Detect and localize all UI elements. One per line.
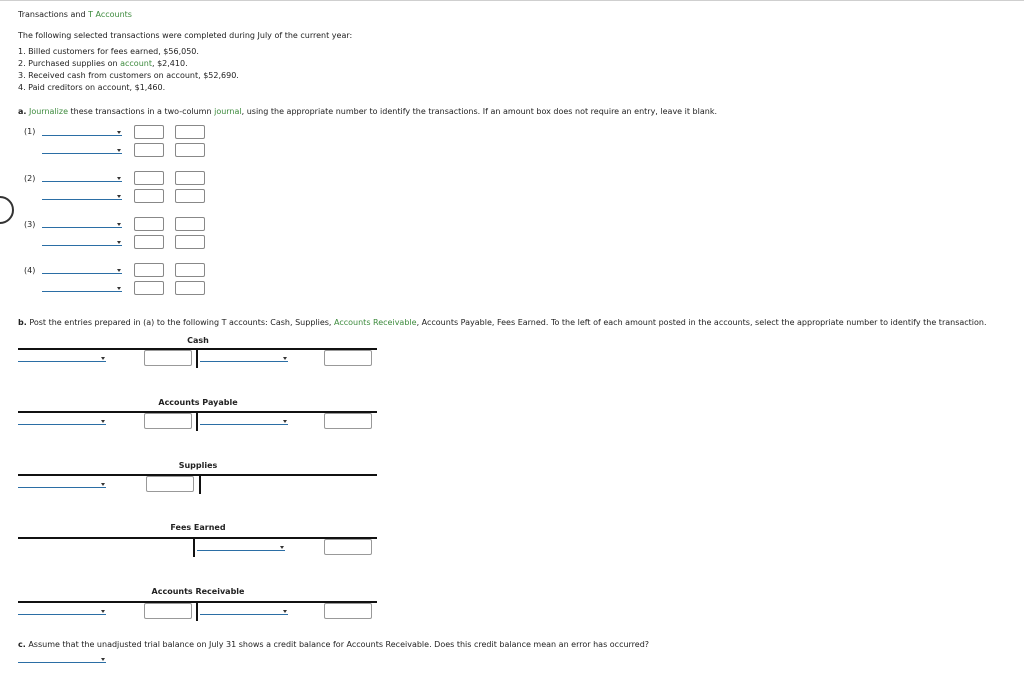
part-a-instructions	[18, 107, 717, 116]
entry-1-credit-account-select[interactable]	[42, 144, 122, 154]
t-account-accounts-payable-divider	[196, 411, 198, 431]
transaction-1-text: 1. Billed customers for fees earned, $56,050.	[18, 47, 199, 56]
t-account-supplies-title: Supplies	[178, 461, 218, 470]
chevron-down-icon	[101, 483, 105, 486]
page-title	[18, 10, 132, 19]
page-title-prefix: Transactions and	[18, 10, 86, 19]
chevron-down-icon	[117, 241, 121, 244]
fees-earned-credit-amount-input[interactable]	[324, 539, 372, 555]
entry-1-label: (1)	[24, 127, 36, 136]
accounts-receivable-debit-amount-input[interactable]	[144, 603, 192, 619]
t-account-accounts-payable-title: Accounts Payable	[158, 398, 238, 407]
entry-4-credit-amount-input[interactable]	[175, 263, 205, 277]
entry-4-credit-amount-input-2[interactable]	[175, 281, 205, 295]
t-account-fees-earned-rule	[18, 537, 377, 539]
entry-4-debit-amount-input-2[interactable]	[134, 281, 164, 295]
entry-4-label: (4)	[24, 266, 36, 275]
chevron-down-icon	[117, 149, 121, 152]
accounts-receivable-debit-ref-select[interactable]	[18, 605, 106, 615]
transaction-3-text: 3. Received cash from customers on account, $52,690.	[18, 71, 239, 80]
entry-3-debit-account-select[interactable]	[42, 218, 122, 228]
entry-2-debit-amount-input-2[interactable]	[134, 189, 164, 203]
entry-4-credit-account-select[interactable]	[42, 282, 122, 292]
chevron-down-icon	[283, 610, 287, 613]
part-c-label: c.	[18, 640, 26, 649]
account-link[interactable]: account	[120, 59, 152, 68]
side-toggle-circle[interactable]	[0, 196, 14, 224]
cash-debit-amount-input[interactable]	[144, 350, 192, 366]
part-c-text: Assume that the unadjusted trial balance on July 31 shows a credit balance for Accounts Receivable. Does this credit balance mean an error has occurred?	[28, 640, 650, 649]
t-account-accounts-receivable-title: Accounts Receivable	[151, 587, 245, 596]
fees-earned-credit-ref-select[interactable]	[197, 541, 285, 551]
journalize-link[interactable]: Journalize	[28, 107, 68, 116]
cash-debit-ref-select[interactable]	[18, 352, 106, 362]
entry-3-debit-amount-input[interactable]	[134, 217, 164, 231]
part-b-label: b.	[18, 318, 27, 327]
entry-3-credit-account-select[interactable]	[42, 236, 122, 246]
entry-2-label: (2)	[24, 174, 36, 183]
cash-credit-amount-input[interactable]	[324, 350, 372, 366]
journal-link[interactable]: journal	[214, 107, 242, 116]
accounts-payable-credit-ref-select[interactable]	[200, 415, 288, 425]
entry-3-debit-amount-input-2[interactable]	[134, 235, 164, 249]
part-a-text-2: , using the appropriate number to identify the transactions. If an amount box does not require an entry, leave it blank.	[241, 107, 717, 116]
cash-credit-ref-select[interactable]	[200, 352, 288, 362]
part-c-answer-select[interactable]	[18, 653, 106, 663]
transaction-3	[18, 71, 239, 80]
entry-2-debit-amount-input[interactable]	[134, 171, 164, 185]
chevron-down-icon	[117, 287, 121, 290]
transaction-2-text: 2. Purchased supplies on	[18, 59, 121, 68]
part-b-instructions	[18, 318, 987, 327]
accounts-receivable-credit-amount-input[interactable]	[324, 603, 372, 619]
entry-1-credit-amount-input-2[interactable]	[175, 143, 205, 157]
entry-2-credit-account-select[interactable]	[42, 190, 122, 200]
entry-3-label: (3)	[24, 220, 36, 229]
part-a-label: a.	[18, 107, 27, 116]
part-a-text-1: these transactions in a two-column	[68, 107, 215, 116]
entry-1-debit-amount-input[interactable]	[134, 125, 164, 139]
chevron-down-icon	[283, 357, 287, 360]
t-accounts-link[interactable]: T Accounts	[88, 10, 132, 19]
part-b-text-2: , Accounts Payable, Fees Earned. To the left of each amount posted in the accounts, select the appropriate number to identify the transaction.	[416, 318, 987, 327]
supplies-debit-amount-input[interactable]	[146, 476, 194, 492]
entry-4-debit-account-select[interactable]	[42, 264, 122, 274]
t-account-fees-earned-divider	[193, 537, 195, 557]
accounts-payable-debit-ref-select[interactable]	[18, 415, 106, 425]
part-b-text-1: Post the entries prepared in (a) to the following T accounts: Cash, Supplies,	[29, 318, 335, 327]
entry-2-credit-amount-input[interactable]	[175, 171, 205, 185]
intro-text: The following selected transactions were completed during July of the current year:	[18, 31, 353, 40]
accounts-receivable-credit-ref-select[interactable]	[200, 605, 288, 615]
transaction-4-text: 4. Paid creditors on account, $1,460.	[18, 83, 166, 92]
entry-1-credit-amount-input[interactable]	[175, 125, 205, 139]
chevron-down-icon	[117, 269, 121, 272]
chevron-down-icon	[280, 546, 284, 549]
accounts-payable-credit-amount-input[interactable]	[324, 413, 372, 429]
entry-1-debit-amount-input-2[interactable]	[134, 143, 164, 157]
chevron-down-icon	[117, 131, 121, 134]
part-c-question	[18, 640, 649, 649]
t-account-supplies-rule	[18, 474, 377, 476]
chevron-down-icon	[117, 195, 121, 198]
accounts-receivable-link[interactable]: Accounts Receivable	[334, 318, 417, 327]
transaction-4	[18, 83, 165, 92]
entry-1-debit-account-select[interactable]	[42, 126, 122, 136]
transaction-2	[18, 59, 188, 68]
chevron-down-icon	[101, 658, 105, 661]
t-account-cash-title: Cash	[187, 336, 209, 345]
transaction-2-suffix: , $2,410.	[151, 59, 188, 68]
entry-3-credit-amount-input-2[interactable]	[175, 235, 205, 249]
transaction-1	[18, 47, 199, 56]
t-account-cash-divider	[196, 348, 198, 368]
t-account-accounts-receivable-divider	[196, 601, 198, 621]
t-account-fees-earned-title: Fees Earned	[170, 523, 226, 532]
entry-4-debit-amount-input[interactable]	[134, 263, 164, 277]
top-border	[0, 0, 1024, 1]
chevron-down-icon	[101, 610, 105, 613]
chevron-down-icon	[101, 357, 105, 360]
chevron-down-icon	[101, 420, 105, 423]
entry-2-debit-account-select[interactable]	[42, 172, 122, 182]
entry-3-credit-amount-input[interactable]	[175, 217, 205, 231]
chevron-down-icon	[117, 177, 121, 180]
chevron-down-icon	[117, 223, 121, 226]
supplies-debit-ref-select[interactable]	[18, 478, 106, 488]
accounts-payable-debit-amount-input[interactable]	[144, 413, 192, 429]
t-account-supplies-divider	[199, 474, 201, 494]
entry-2-credit-amount-input-2[interactable]	[175, 189, 205, 203]
chevron-down-icon	[283, 420, 287, 423]
